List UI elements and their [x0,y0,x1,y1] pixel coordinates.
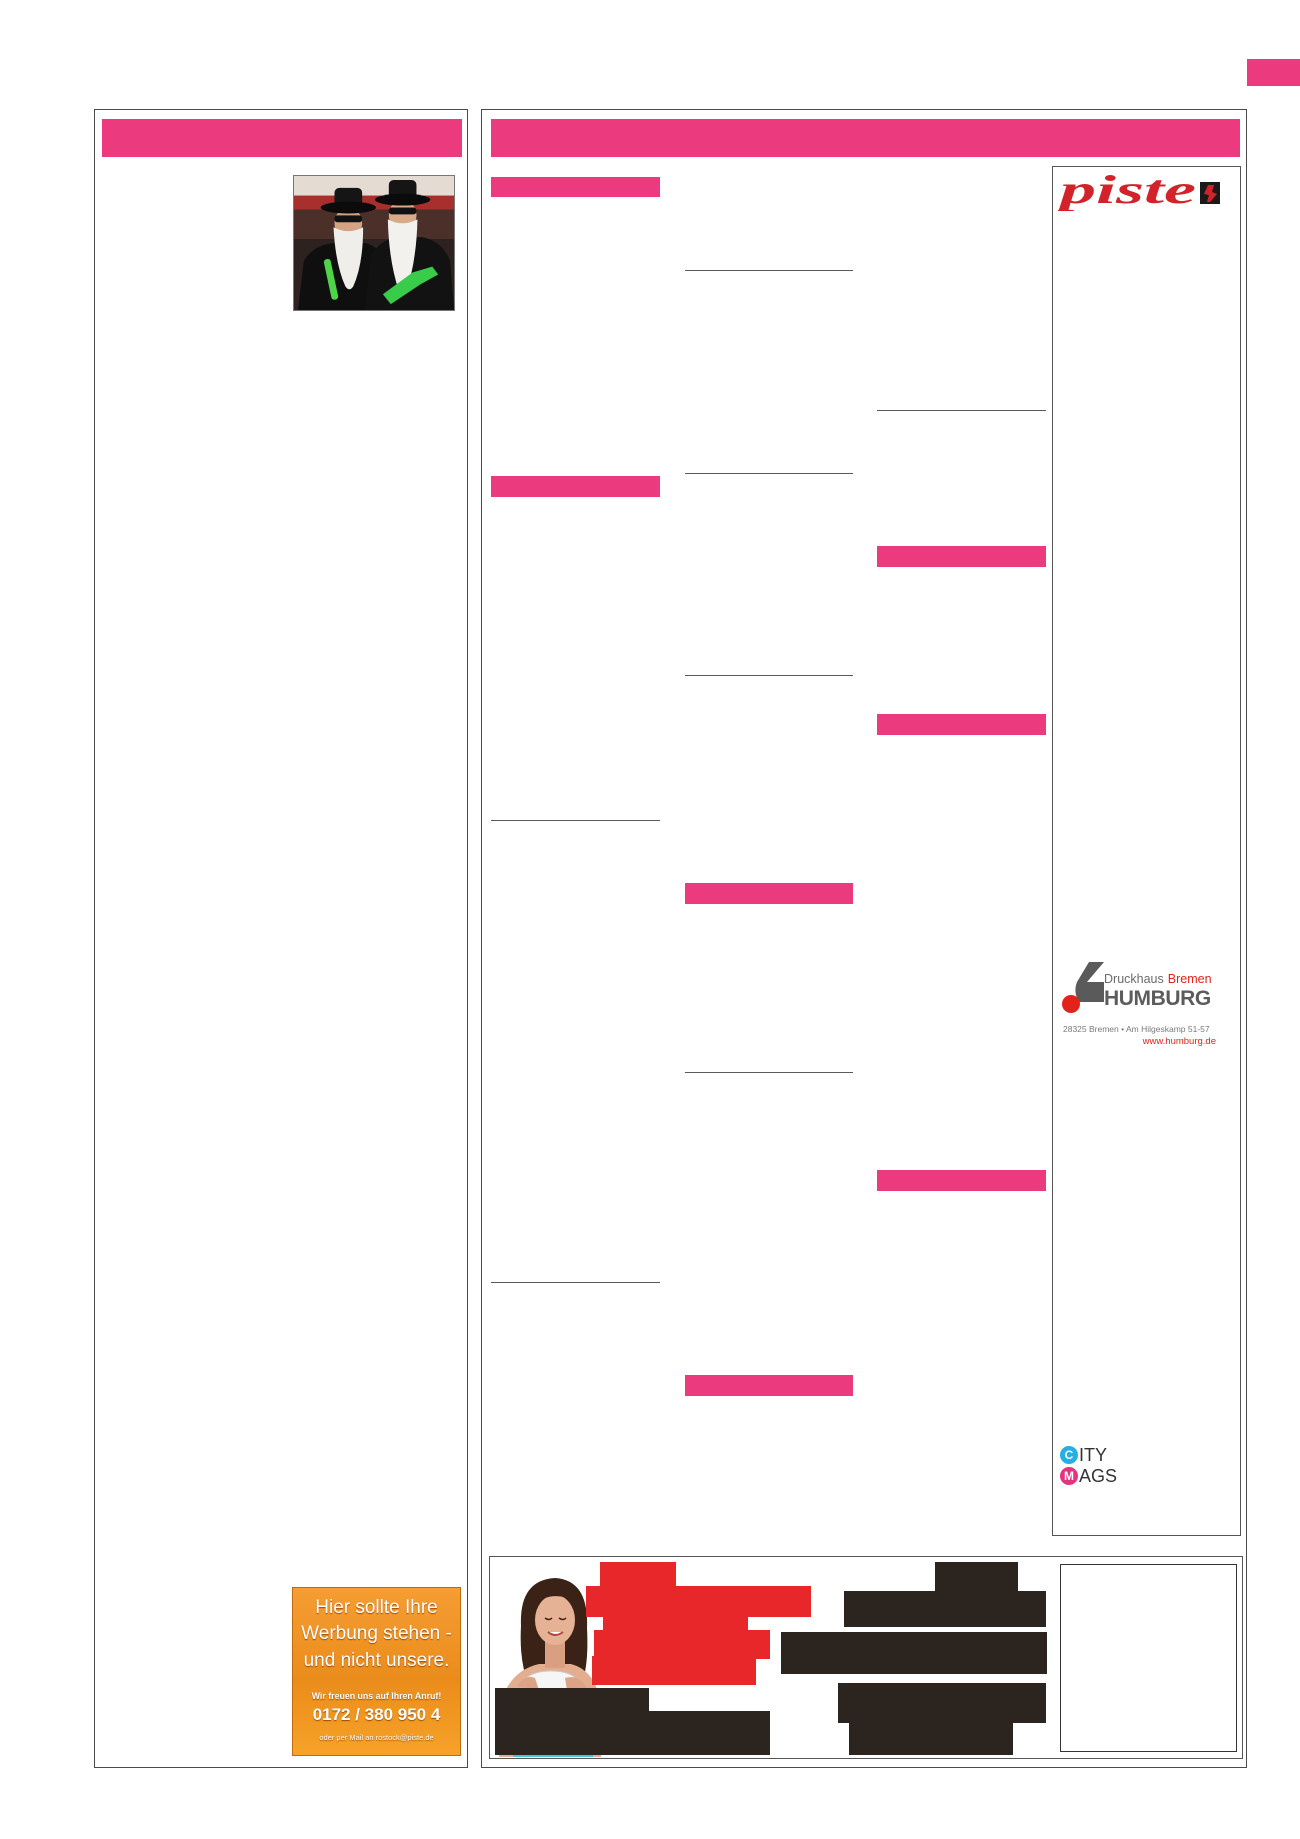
citymags-word-2: AGS [1079,1466,1118,1486]
left-panel [94,109,468,1768]
column-1-divider [491,1282,660,1283]
house-ad [292,1587,461,1756]
humburg-address: 28325 Bremen • Am Hilgeskamp 51-57 [1063,1024,1210,1034]
citymags-logo-row-2 [1060,1466,1124,1486]
piste-logo [1058,172,1222,211]
house-ad-call-to-action: Wir freuen uns auf Ihren Anruf! [311,1691,442,1701]
column-1-divider [491,820,660,821]
column-2-heading-bar [685,1375,853,1396]
column-2-divider [685,473,853,474]
humburg-logo-word-1: Druckhaus [1104,972,1164,986]
right-panel-header-bar [491,119,1240,157]
imprint-sidebar [1052,166,1241,1536]
humburg-logo [1061,962,1220,1049]
column-2-divider [685,270,853,271]
column-3-divider [877,410,1046,411]
column-2-heading-bar [685,883,853,904]
citymags-word-1: ITY [1079,1445,1108,1465]
redaction-block-black [849,1715,1013,1755]
citymags-logo-row-1 [1060,1445,1124,1465]
column-3-heading-bar [877,714,1046,735]
column-2-divider [685,1072,853,1073]
column-1-heading-bar [491,476,660,497]
bottom-advertisement [489,1556,1243,1759]
section-tab [1247,59,1300,86]
band-photo [293,175,455,311]
column-3-heading-bar [877,546,1046,567]
piste-logo-wordmark: piste [1058,172,1196,211]
house-ad-headline-3: und nicht unsere. [303,1650,450,1671]
house-ad-phone: 0172 / 380 950 4 [312,1705,441,1724]
humburg-logo-word-2: Bremen [1167,972,1212,986]
redaction-block-red [600,1562,676,1588]
right-panel [481,109,1247,1768]
humburg-logo-mark-icon [1061,962,1104,1014]
column-2-divider [685,675,853,676]
column-3-heading-bar [877,1170,1046,1191]
humburg-logo-tagline [1104,972,1212,987]
redaction-block-black [935,1562,1018,1594]
citymags-badge-c: C [1060,1446,1078,1464]
ad-inner-frame [1060,1564,1237,1752]
piste-logo-icon [1200,182,1220,204]
citymags-badge-m: M [1060,1467,1078,1485]
left-panel-header-bar [102,119,462,157]
house-ad-headline-2: Werbung stehen - [301,1623,452,1644]
redaction-block-black [781,1632,1047,1674]
humburg-logo-brand: HUMBURG [1104,987,1211,1010]
house-ad-headline-1: Hier sollte Ihre [315,1597,438,1618]
redaction-block-red [594,1630,770,1659]
redaction-block-red [586,1586,811,1617]
redaction-block-black [844,1591,1046,1627]
citymags-logo [1060,1445,1124,1488]
column-1-heading-bar [491,177,660,197]
humburg-url: www.humburg.de [1142,1036,1216,1047]
redaction-block-red [592,1656,756,1685]
redaction-block-black [603,1711,770,1755]
house-ad-mail-note: oder per Mail an rostock@piste.de [319,1733,434,1742]
